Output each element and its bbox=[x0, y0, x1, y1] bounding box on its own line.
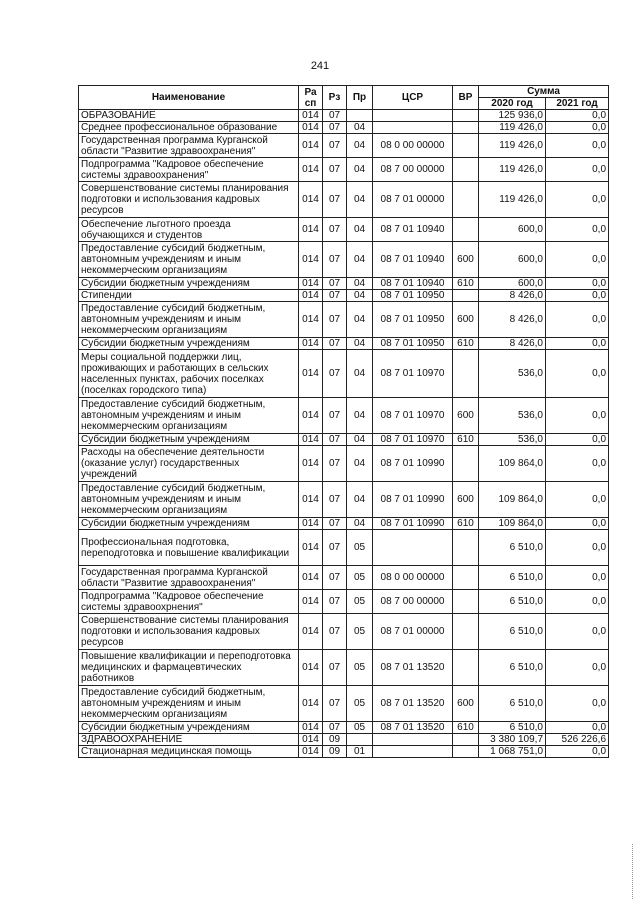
cell-rz: 07 bbox=[323, 686, 347, 722]
cell-pr: 04 bbox=[347, 242, 373, 278]
cell-vr: 610 bbox=[453, 722, 479, 734]
cell-vr bbox=[453, 566, 479, 590]
cell-y2020: 6 510,0 bbox=[479, 650, 546, 686]
cell-pr: 04 bbox=[347, 158, 373, 182]
cell-rz: 07 bbox=[323, 242, 347, 278]
cell-y2021: 0,0 bbox=[546, 350, 609, 398]
cell-pr: 04 bbox=[347, 302, 373, 338]
cell-csr: 08 7 01 10990 bbox=[373, 446, 453, 482]
cell-rasp: 014 bbox=[299, 122, 323, 134]
cell-rasp: 014 bbox=[299, 242, 323, 278]
cell-vr: 600 bbox=[453, 398, 479, 434]
cell-vr: 610 bbox=[453, 518, 479, 530]
cell-rz: 07 bbox=[323, 134, 347, 158]
cell-vr: 600 bbox=[453, 482, 479, 518]
cell-y2021: 0,0 bbox=[546, 302, 609, 338]
cell-y2021: 0,0 bbox=[546, 122, 609, 134]
cell-rasp: 014 bbox=[299, 398, 323, 434]
cell-y2021: 0,0 bbox=[546, 278, 609, 290]
cell-y2021: 0,0 bbox=[546, 746, 609, 758]
table-row bbox=[79, 686, 609, 722]
cell-rasp: 014 bbox=[299, 290, 323, 302]
table-row bbox=[79, 110, 609, 122]
cell-rz: 07 bbox=[323, 122, 347, 134]
table-row bbox=[79, 590, 609, 614]
cell-vr bbox=[453, 290, 479, 302]
table-row bbox=[79, 614, 609, 650]
cell-rasp: 014 bbox=[299, 590, 323, 614]
table-row bbox=[79, 734, 609, 746]
table-row bbox=[79, 722, 609, 734]
cell-y2021: 0,0 bbox=[546, 218, 609, 242]
cell-rz: 07 bbox=[323, 482, 347, 518]
cell-vr: 600 bbox=[453, 242, 479, 278]
cell-y2020: 119 426,0 bbox=[479, 134, 546, 158]
cell-rasp: 014 bbox=[299, 482, 323, 518]
table-row bbox=[79, 290, 609, 302]
cell-pr: 04 bbox=[347, 182, 373, 218]
cell-y2021: 0,0 bbox=[546, 722, 609, 734]
cell-rasp: 014 bbox=[299, 614, 323, 650]
cell-rz: 07 bbox=[323, 650, 347, 686]
cell-name: Предоставление субсидий бюджетным, автономным учреждениям и иным некоммерческим организациям bbox=[79, 482, 299, 518]
cell-y2020: 119 426,0 bbox=[479, 122, 546, 134]
cell-vr: 610 bbox=[453, 278, 479, 290]
cell-y2021: 0,0 bbox=[546, 338, 609, 350]
cell-vr bbox=[453, 650, 479, 686]
cell-name: Государственная программа Курганской области "Развитие здравоохранения" bbox=[79, 566, 299, 590]
cell-rasp: 014 bbox=[299, 158, 323, 182]
cell-rz: 07 bbox=[323, 290, 347, 302]
cell-name: Обеспечение льготного проезда обучающихся и студентов bbox=[79, 218, 299, 242]
cell-rasp: 014 bbox=[299, 650, 323, 686]
cell-y2020: 600,0 bbox=[479, 278, 546, 290]
cell-name: Совершенствование системы планирования подготовки и использования кадровых ресурсов bbox=[79, 614, 299, 650]
table-body bbox=[79, 110, 609, 758]
cell-csr bbox=[373, 734, 453, 746]
cell-name: Стипендии bbox=[79, 290, 299, 302]
cell-name: Расходы на обеспечение деятельности (оказание услуг) государственных учреждений bbox=[79, 446, 299, 482]
cell-rasp: 014 bbox=[299, 530, 323, 566]
cell-rz: 07 bbox=[323, 530, 347, 566]
cell-rasp: 014 bbox=[299, 746, 323, 758]
cell-pr: 05 bbox=[347, 686, 373, 722]
cell-pr: 04 bbox=[347, 278, 373, 290]
cell-csr: 08 7 01 13520 bbox=[373, 650, 453, 686]
cell-name: ОБРАЗОВАНИЕ bbox=[79, 110, 299, 122]
cell-rz: 07 bbox=[323, 350, 347, 398]
cell-name: Подпрограмма "Кадровое обеспечение системы здравоохрнения" bbox=[79, 590, 299, 614]
cell-rasp: 014 bbox=[299, 134, 323, 158]
cell-pr: 04 bbox=[347, 518, 373, 530]
cell-vr bbox=[453, 530, 479, 566]
cell-y2020: 119 426,0 bbox=[479, 158, 546, 182]
cell-pr: 05 bbox=[347, 530, 373, 566]
header-vr: ВР bbox=[453, 86, 479, 110]
cell-name: Профессиональная подготовка, переподготовка и повышение квалификации bbox=[79, 530, 299, 566]
cell-pr: 01 bbox=[347, 746, 373, 758]
table-row bbox=[79, 446, 609, 482]
cell-y2020: 125 936,0 bbox=[479, 110, 546, 122]
header-csr: ЦСР bbox=[373, 86, 453, 110]
cell-rz: 07 bbox=[323, 338, 347, 350]
header-name: Наименование bbox=[79, 86, 299, 110]
cell-rasp: 014 bbox=[299, 218, 323, 242]
header-rasp: Ра сп bbox=[299, 86, 323, 110]
cell-pr: 04 bbox=[347, 218, 373, 242]
cell-rasp: 014 bbox=[299, 446, 323, 482]
cell-vr bbox=[453, 182, 479, 218]
cell-vr bbox=[453, 614, 479, 650]
cell-name: Субсидии бюджетным учреждениям bbox=[79, 722, 299, 734]
table-row bbox=[79, 302, 609, 338]
cell-name: Предоставление субсидий бюджетным, автономным учреждениям и иным некоммерческим организациям bbox=[79, 398, 299, 434]
cell-vr bbox=[453, 734, 479, 746]
cell-rz: 07 bbox=[323, 302, 347, 338]
cell-rasp: 014 bbox=[299, 686, 323, 722]
cell-csr: 08 7 00 00000 bbox=[373, 590, 453, 614]
header-2020: 2020 год bbox=[479, 98, 546, 110]
cell-rasp: 014 bbox=[299, 434, 323, 446]
cell-csr: 08 7 01 10950 bbox=[373, 338, 453, 350]
cell-y2020: 600,0 bbox=[479, 218, 546, 242]
cell-rz: 07 bbox=[323, 434, 347, 446]
cell-vr: 600 bbox=[453, 686, 479, 722]
cell-csr: 08 7 01 10990 bbox=[373, 482, 453, 518]
table-row bbox=[79, 434, 609, 446]
cell-y2020: 119 426,0 bbox=[479, 182, 546, 218]
cell-csr: 08 7 01 10940 bbox=[373, 218, 453, 242]
table-row bbox=[79, 746, 609, 758]
cell-csr: 08 7 01 13520 bbox=[373, 686, 453, 722]
cell-vr bbox=[453, 746, 479, 758]
cell-rasp: 014 bbox=[299, 302, 323, 338]
scan-edge-mark bbox=[632, 844, 638, 899]
cell-rz: 07 bbox=[323, 110, 347, 122]
cell-y2021: 0,0 bbox=[546, 398, 609, 434]
cell-y2021: 0,0 bbox=[546, 614, 609, 650]
cell-y2020: 109 864,0 bbox=[479, 446, 546, 482]
cell-rasp: 014 bbox=[299, 518, 323, 530]
table-row bbox=[79, 122, 609, 134]
table-row bbox=[79, 182, 609, 218]
cell-pr bbox=[347, 734, 373, 746]
cell-y2020: 6 510,0 bbox=[479, 530, 546, 566]
cell-name: Предоставление субсидий бюджетным, автономным учреждениям и иным некоммерческим организациям bbox=[79, 686, 299, 722]
cell-vr bbox=[453, 446, 479, 482]
cell-name: Предоставление субсидий бюджетным, автономным учреждениям и иным некоммерческим организациям bbox=[79, 302, 299, 338]
cell-pr: 04 bbox=[347, 290, 373, 302]
cell-csr: 08 7 01 10970 bbox=[373, 350, 453, 398]
cell-rz: 07 bbox=[323, 722, 347, 734]
cell-y2021: 0,0 bbox=[546, 650, 609, 686]
cell-rz: 07 bbox=[323, 182, 347, 218]
cell-y2021: 0,0 bbox=[546, 134, 609, 158]
cell-vr bbox=[453, 134, 479, 158]
cell-pr: 04 bbox=[347, 134, 373, 158]
cell-rasp: 014 bbox=[299, 338, 323, 350]
cell-y2021: 0,0 bbox=[546, 686, 609, 722]
cell-rasp: 014 bbox=[299, 734, 323, 746]
cell-y2021: 0,0 bbox=[546, 110, 609, 122]
cell-rasp: 014 bbox=[299, 722, 323, 734]
cell-csr: 08 7 01 10940 bbox=[373, 278, 453, 290]
cell-y2021: 0,0 bbox=[546, 566, 609, 590]
cell-name: Субсидии бюджетным учреждениям bbox=[79, 338, 299, 350]
cell-pr: 04 bbox=[347, 338, 373, 350]
cell-vr: 610 bbox=[453, 338, 479, 350]
cell-rasp: 014 bbox=[299, 278, 323, 290]
cell-y2021: 0,0 bbox=[546, 482, 609, 518]
cell-vr: 610 bbox=[453, 434, 479, 446]
cell-name: Государственная программа Курганской области "Развитие здравоохранения" bbox=[79, 134, 299, 158]
cell-rz: 07 bbox=[323, 398, 347, 434]
cell-vr bbox=[453, 350, 479, 398]
cell-vr bbox=[453, 218, 479, 242]
cell-y2020: 8 426,0 bbox=[479, 302, 546, 338]
cell-rz: 09 bbox=[323, 734, 347, 746]
cell-y2020: 8 426,0 bbox=[479, 338, 546, 350]
cell-rz: 07 bbox=[323, 590, 347, 614]
table-row bbox=[79, 338, 609, 350]
cell-name: Субсидии бюджетным учреждениям bbox=[79, 518, 299, 530]
cell-csr: 08 7 01 13520 bbox=[373, 722, 453, 734]
cell-name: Подпрограмма "Кадровое обеспечение системы здравоохранения" bbox=[79, 158, 299, 182]
cell-y2021: 0,0 bbox=[546, 530, 609, 566]
cell-name: Среднее профессиональное образование bbox=[79, 122, 299, 134]
table-row bbox=[79, 530, 609, 566]
cell-name: ЗДРАВООХРАНЕНИЕ bbox=[79, 734, 299, 746]
cell-csr: 08 7 01 00000 bbox=[373, 614, 453, 650]
cell-rz: 09 bbox=[323, 746, 347, 758]
cell-csr bbox=[373, 110, 453, 122]
cell-csr: 08 7 00 00000 bbox=[373, 158, 453, 182]
cell-y2020: 536,0 bbox=[479, 398, 546, 434]
cell-csr bbox=[373, 530, 453, 566]
cell-name: Субсидии бюджетным учреждениям bbox=[79, 434, 299, 446]
cell-y2020: 6 510,0 bbox=[479, 566, 546, 590]
cell-y2020: 6 510,0 bbox=[479, 614, 546, 650]
table-row bbox=[79, 242, 609, 278]
cell-rasp: 014 bbox=[299, 110, 323, 122]
cell-y2021: 0,0 bbox=[546, 446, 609, 482]
cell-pr: 05 bbox=[347, 614, 373, 650]
cell-y2020: 600,0 bbox=[479, 242, 546, 278]
cell-rz: 07 bbox=[323, 218, 347, 242]
table-row bbox=[79, 482, 609, 518]
cell-vr bbox=[453, 110, 479, 122]
cell-vr bbox=[453, 590, 479, 614]
cell-y2020: 6 510,0 bbox=[479, 686, 546, 722]
cell-name: Повышение квалификации и переподготовка медицинских и фармацевтических работников bbox=[79, 650, 299, 686]
cell-pr: 04 bbox=[347, 122, 373, 134]
cell-pr: 04 bbox=[347, 398, 373, 434]
header-pr: Пр bbox=[347, 86, 373, 110]
cell-y2020: 536,0 bbox=[479, 434, 546, 446]
cell-csr bbox=[373, 122, 453, 134]
cell-y2021: 0,0 bbox=[546, 590, 609, 614]
cell-pr: 05 bbox=[347, 590, 373, 614]
cell-y2020: 536,0 bbox=[479, 350, 546, 398]
cell-csr: 08 7 01 10940 bbox=[373, 242, 453, 278]
cell-csr: 08 7 01 10970 bbox=[373, 398, 453, 434]
cell-csr: 08 7 01 10950 bbox=[373, 290, 453, 302]
table-header bbox=[79, 86, 609, 110]
cell-y2021: 0,0 bbox=[546, 290, 609, 302]
cell-y2020: 6 510,0 bbox=[479, 590, 546, 614]
cell-y2020: 1 068 751,0 bbox=[479, 746, 546, 758]
cell-csr: 08 7 01 00000 bbox=[373, 182, 453, 218]
cell-rz: 07 bbox=[323, 518, 347, 530]
cell-y2020: 109 864,0 bbox=[479, 482, 546, 518]
cell-name: Стационарная медицинская помощь bbox=[79, 746, 299, 758]
cell-pr: 04 bbox=[347, 482, 373, 518]
cell-pr: 05 bbox=[347, 566, 373, 590]
table-row bbox=[79, 566, 609, 590]
cell-pr: 04 bbox=[347, 350, 373, 398]
cell-rz: 07 bbox=[323, 278, 347, 290]
cell-rasp: 014 bbox=[299, 182, 323, 218]
table-row bbox=[79, 218, 609, 242]
cell-y2021: 0,0 bbox=[546, 434, 609, 446]
cell-pr: 04 bbox=[347, 434, 373, 446]
cell-y2020: 8 426,0 bbox=[479, 290, 546, 302]
cell-y2020: 6 510,0 bbox=[479, 722, 546, 734]
cell-y2021: 0,0 bbox=[546, 182, 609, 218]
cell-vr bbox=[453, 158, 479, 182]
table-row bbox=[79, 650, 609, 686]
cell-y2020: 109 864,0 bbox=[479, 518, 546, 530]
table-row bbox=[79, 350, 609, 398]
cell-y2021: 0,0 bbox=[546, 242, 609, 278]
cell-csr: 08 7 01 10970 bbox=[373, 434, 453, 446]
cell-rz: 07 bbox=[323, 614, 347, 650]
cell-pr bbox=[347, 110, 373, 122]
table-row bbox=[79, 134, 609, 158]
cell-rz: 07 bbox=[323, 158, 347, 182]
table-row bbox=[79, 518, 609, 530]
cell-vr bbox=[453, 122, 479, 134]
cell-rz: 07 bbox=[323, 446, 347, 482]
cell-name: Субсидии бюджетным учреждениям bbox=[79, 278, 299, 290]
header-sum: Сумма bbox=[479, 86, 609, 98]
table-row bbox=[79, 278, 609, 290]
cell-name: Совершенствование системы планирования подготовки и использования кадровых ресурсов bbox=[79, 182, 299, 218]
table-row bbox=[79, 158, 609, 182]
cell-rasp: 014 bbox=[299, 350, 323, 398]
cell-vr: 600 bbox=[453, 302, 479, 338]
cell-y2021: 0,0 bbox=[546, 158, 609, 182]
cell-rasp: 014 bbox=[299, 566, 323, 590]
cell-csr: 08 0 00 00000 bbox=[373, 566, 453, 590]
cell-csr: 08 7 01 10990 bbox=[373, 518, 453, 530]
cell-rz: 07 bbox=[323, 566, 347, 590]
cell-y2021: 0,0 bbox=[546, 518, 609, 530]
header-2021: 2021 год bbox=[546, 98, 609, 110]
cell-name: Меры социальной поддержки лиц, проживающих и работающих в сельских населенных пунктах, рабочих поселках (поселках городского типа) bbox=[79, 350, 299, 398]
cell-y2021: 526 226,6 bbox=[546, 734, 609, 746]
cell-csr bbox=[373, 746, 453, 758]
cell-csr: 08 7 01 10950 bbox=[373, 302, 453, 338]
cell-csr: 08 0 00 00000 bbox=[373, 134, 453, 158]
cell-y2020: 3 380 109,7 bbox=[479, 734, 546, 746]
cell-name: Предоставление субсидий бюджетным, автономным учреждениям и иным некоммерческим организациям bbox=[79, 242, 299, 278]
header-rz: Рз bbox=[323, 86, 347, 110]
page-number: 241 bbox=[310, 60, 330, 72]
cell-pr: 04 bbox=[347, 446, 373, 482]
table-row bbox=[79, 398, 609, 434]
cell-pr: 05 bbox=[347, 650, 373, 686]
budget-table bbox=[78, 85, 609, 758]
cell-pr: 05 bbox=[347, 722, 373, 734]
